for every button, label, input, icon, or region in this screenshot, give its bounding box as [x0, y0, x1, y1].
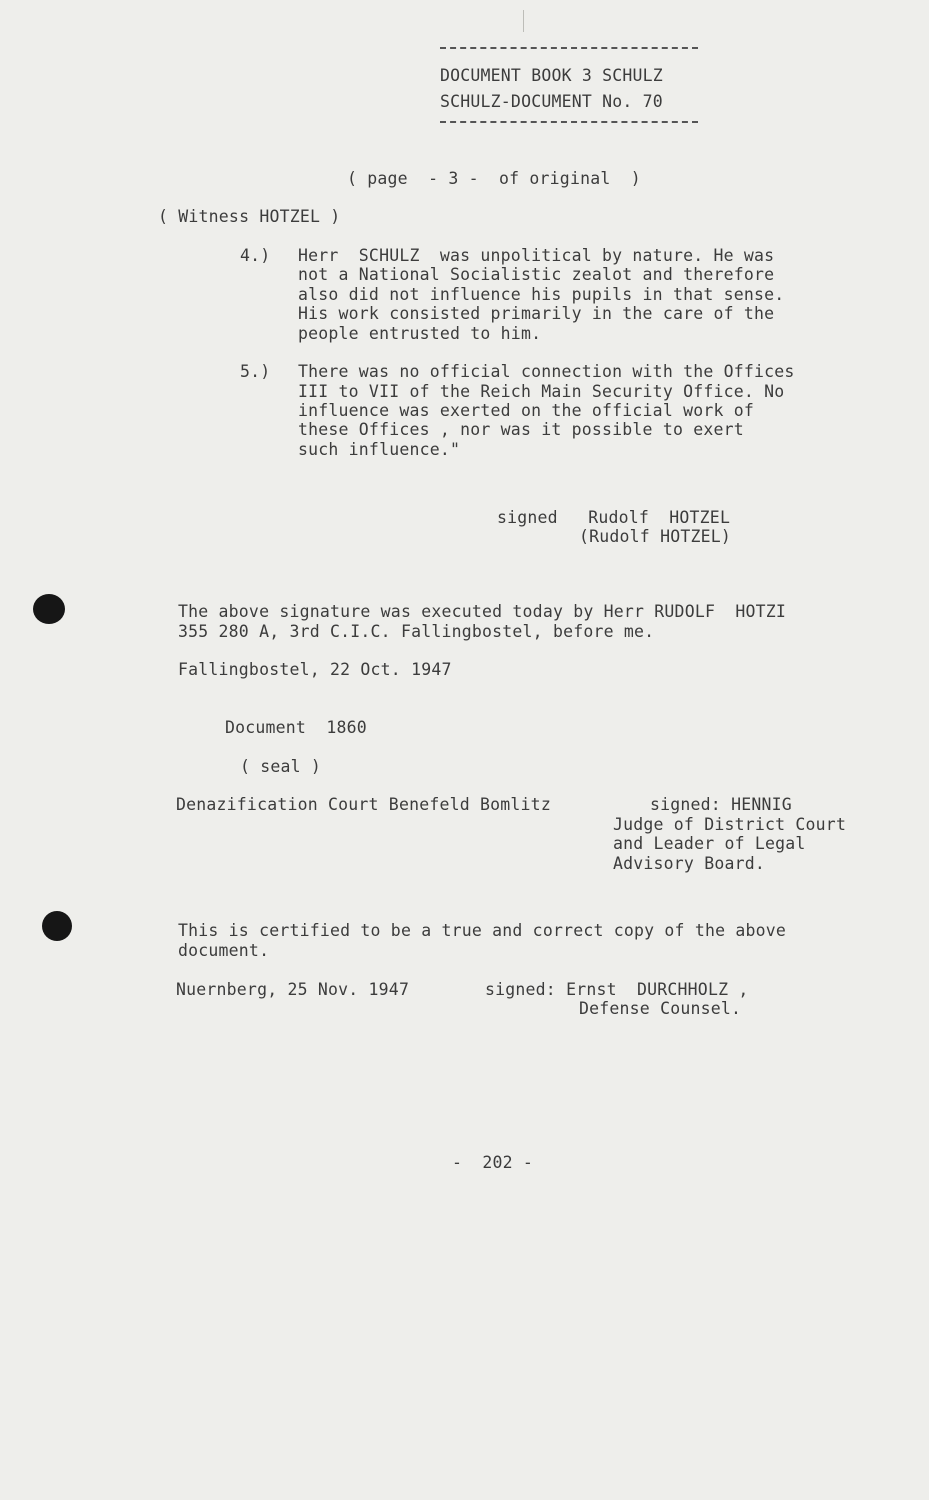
execution-line-1: The above signature was executed today by Herr RUDOLF HOTZI [178, 602, 787, 621]
punch-hole [42, 911, 72, 941]
header-rule-top [440, 47, 698, 49]
witness-label: ( Witness HOTZEL ) [158, 207, 341, 226]
item-5-line: influence was exerted on the official work of [298, 401, 755, 420]
seal-label: ( seal ) [240, 757, 322, 776]
court-title-3: Advisory Board. [613, 854, 766, 873]
page-reference: ( page - 3 - of original ) [347, 169, 641, 188]
place-date: Fallingbostel, 22 Oct. 1947 [178, 660, 452, 679]
page-number: - 202 - [452, 1153, 534, 1172]
item-4-line: Herr SCHULZ was unpolitical by nature. He was [298, 246, 775, 265]
item-5-line: these Offices , nor was it possible to exert [298, 420, 744, 439]
header-line-2: SCHULZ-DOCUMENT No. 70 [440, 92, 663, 111]
court-title-2: and Leader of Legal [613, 834, 806, 853]
header-rule-bottom [440, 121, 698, 123]
court-name: Denazification Court Benefeld Bomlitz [176, 795, 551, 814]
item-5-line: III to VII of the Reich Main Security Office. No [298, 382, 785, 401]
punch-hole [33, 594, 65, 624]
closing-signed: signed: Ernst DURCHHOLZ , [485, 980, 749, 999]
paper-mark [523, 10, 524, 32]
item-4-number: 4.) [240, 246, 271, 265]
execution-line-2: 355 280 A, 3rd C.I.C. Fallingbostel, before me. [178, 622, 655, 641]
item-4-line: also did not influence his pupils in that sense. [298, 285, 785, 304]
certification-line-2: document. [178, 941, 270, 960]
item-4-line: not a National Socialistic zealot and therefore [298, 265, 775, 284]
signature-name: (Rudolf HOTZEL) [579, 527, 732, 546]
item-4-line: His work consisted primarily in the care of the [298, 304, 775, 323]
closing-place-date: Nuernberg, 25 Nov. 1947 [176, 980, 410, 999]
closing-role: Defense Counsel. [579, 999, 742, 1018]
certification-line-1: This is certified to be a true and correct copy of the above [178, 921, 787, 940]
item-5-line: such influence." [298, 440, 461, 459]
item-5-line: There was no official connection with the Offices [298, 362, 795, 381]
header-line-1: DOCUMENT BOOK 3 SCHULZ [440, 66, 663, 85]
item-5-number: 5.) [240, 362, 271, 381]
item-4-line: people entrusted to him. [298, 324, 542, 343]
document-number: Document 1860 [225, 718, 367, 737]
signature-line: signed Rudolf HOTZEL [497, 508, 731, 527]
court-signed: signed: HENNIG [650, 795, 792, 814]
court-title-1: Judge of District Court [613, 815, 847, 834]
